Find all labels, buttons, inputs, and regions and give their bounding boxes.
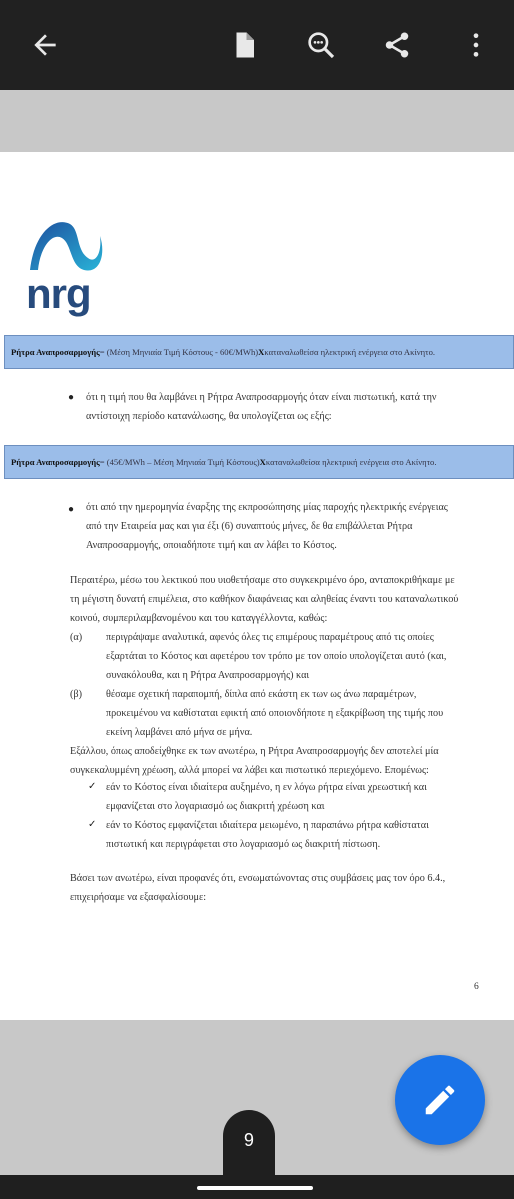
nrg-logo-text: nrg <box>26 270 91 317</box>
back-button[interactable] <box>24 24 66 66</box>
share-button[interactable] <box>376 24 418 66</box>
check1-text <box>106 778 478 816</box>
viewer-background <box>0 90 514 152</box>
band2-rest: καταναλωθείσα ηλεκτρική ενέργεια στο Ακίνητο. <box>265 457 437 467</box>
formula-band-1 <box>4 335 514 369</box>
text-line: Περαιτέρω, μέσω του λεκτικού που υιοθετήσαμε στο συγκεκριμένο όρο, ανταποκριθήκαμε με <box>70 575 455 586</box>
paragraph-1 <box>70 571 478 628</box>
text-line: από την Εταιρεία μας και για έξι (6) συναπτούς μήνες, δε θα επιβάλλεται Ρήτρα <box>86 521 413 532</box>
text-line: πιστωτική και περιγράφεται στο λογαριασμό ως διακριτή πίστωση. <box>106 839 381 850</box>
text-line: εξαρτάται το Κόστος και αφετέρου τον τρόπο με τον οποίο υπολογίζεται αυτό (και, <box>106 651 447 662</box>
band2-mid: = (45€/MWh – Μέση Μηνιαία Τιμή Κόστους) <box>99 457 260 467</box>
text-line: εάν το Κόστος εμφανίζεται ιδιαίτερα μειωμένο, η παραπάνω ρήτρα καθίσταται <box>106 820 429 831</box>
item-a-text <box>106 628 478 685</box>
paragraph-3 <box>70 869 478 907</box>
band1-bold2: X <box>258 347 265 357</box>
home-gesture-handle[interactable] <box>197 1186 313 1190</box>
item-b-text <box>106 685 478 742</box>
bullet2-text <box>86 498 478 555</box>
text-line: συγκεκαλυμμένη χρέωση, αλλά μπορεί να λάβει και πιστωτικό περιεχόμενο. Επομένως: <box>70 765 429 776</box>
more-options-button[interactable] <box>455 24 497 66</box>
text-line: αντίστοιχη περίοδο κατανάλωσης, θα υπολογίζεται ως εξής: <box>86 411 332 422</box>
text-line: Βάσει των ανωτέρω, είναι προφανές ότι, ενσωματώνοντας στις συμβάσεις μας τον όρο 6.4., <box>70 873 446 884</box>
page-number: 6 <box>474 982 479 992</box>
text-line: Αναπροσαρμογής, οποιαδήποτε τιμή και αν λάβει το Κόστος. <box>86 540 337 551</box>
text-line: ότι από την ημερομηνία έναρξης της εκπροσώπησης μίας παροχής ηλεκτρικής ενέργειας <box>86 502 448 513</box>
text-line: εκείνη λαμβάνει από μήνα σε μήνα. <box>106 727 253 738</box>
text-line: κοινού, συμπεριλαμβανομένου και του καταγγέλλοντα, καθώς: <box>70 613 328 624</box>
text-line: περιγράψαμε αναλυτικά, αφενός όλες τις επιμέρους παραμέτρους από τις οποίες <box>106 632 434 643</box>
zoom-icon <box>305 29 337 61</box>
text-line: εμφανίζεται στο λογαριασμό ως διακριτή χρέωση και <box>106 801 325 812</box>
document-icon <box>229 29 259 61</box>
formula-band-2 <box>4 445 514 479</box>
item-b-label: (β) <box>70 689 82 700</box>
band1-mid: = (Μέση Μηνιαία Τιμή Κόστους - 60€/MWh) <box>99 347 259 357</box>
text-line: θέσαμε σχετική παραπομπή, δίπλα από εκάστη εκ των ως άνω παραμέτρων, <box>106 689 417 700</box>
text-line: προκειμένου να καθίσταται εφικτή από οποιονδήποτε η εξακρίβωση της τιμής που <box>106 708 444 719</box>
top-toolbar <box>0 0 514 90</box>
paragraph-2 <box>70 742 478 780</box>
checkmark-icon: ✓ <box>88 819 97 830</box>
text-line: ότι η τιμή που θα λαμβάνει η Ρήτρα Αναπροσαρμογής όταν είναι πιστωτική, κατά την <box>86 392 437 403</box>
page-indicator[interactable] <box>223 1110 275 1178</box>
check2-text <box>106 816 478 854</box>
text-line: εάν το Κόστος είναι ιδιαίτερα αυξημένο, η εν λόγω ρήτρα είναι χρεωστική και <box>106 782 427 793</box>
back-arrow-icon <box>29 29 61 61</box>
text-line: συνακόλουθα, και η Ρήτρα Αναπροσαρμογής) και <box>106 670 310 681</box>
zoom-button[interactable] <box>300 24 342 66</box>
document-page[interactable] <box>0 152 514 1020</box>
checkmark-icon: ✓ <box>88 781 97 792</box>
edit-pencil-icon <box>421 1081 459 1119</box>
edit-fab-button[interactable] <box>395 1055 485 1145</box>
band1-bold1: Ρήτρα Αναπροσαρμογής <box>11 347 100 357</box>
text-line: τη μέγιστη δυνατή επιμέλεια, στο καθήκον διαφάνειας και αληθείας έναντι του καταναλωτικού <box>70 594 459 605</box>
more-vert-icon <box>462 31 490 59</box>
bullet1-text <box>86 388 478 426</box>
text-line: Εξάλλου, όπως αποδείχθηκε εκ των ανωτέρω, η Ρήτρα Αναπροσαρμογής δεν αποτελεί μία <box>70 746 439 757</box>
page-indicator-number: 6 <box>243 1129 254 1149</box>
band2-bold1: Ρήτρα Αναπροσαρμογής <box>11 457 100 467</box>
nrg-logo-mark <box>26 214 106 274</box>
share-icon <box>382 30 412 60</box>
band1-rest: καταναλωθείσα ηλεκτρική ενέργεια στο Ακίνητο. <box>264 347 436 357</box>
bullet-dot: ● <box>68 504 75 515</box>
band2-bold2: X <box>259 457 266 467</box>
text-line: επιχειρήσαμε να εξασφαλίσουμε: <box>70 892 207 903</box>
bullet-dot: ● <box>68 392 75 403</box>
document-button[interactable] <box>223 24 265 66</box>
item-a-label: (α) <box>70 632 83 643</box>
